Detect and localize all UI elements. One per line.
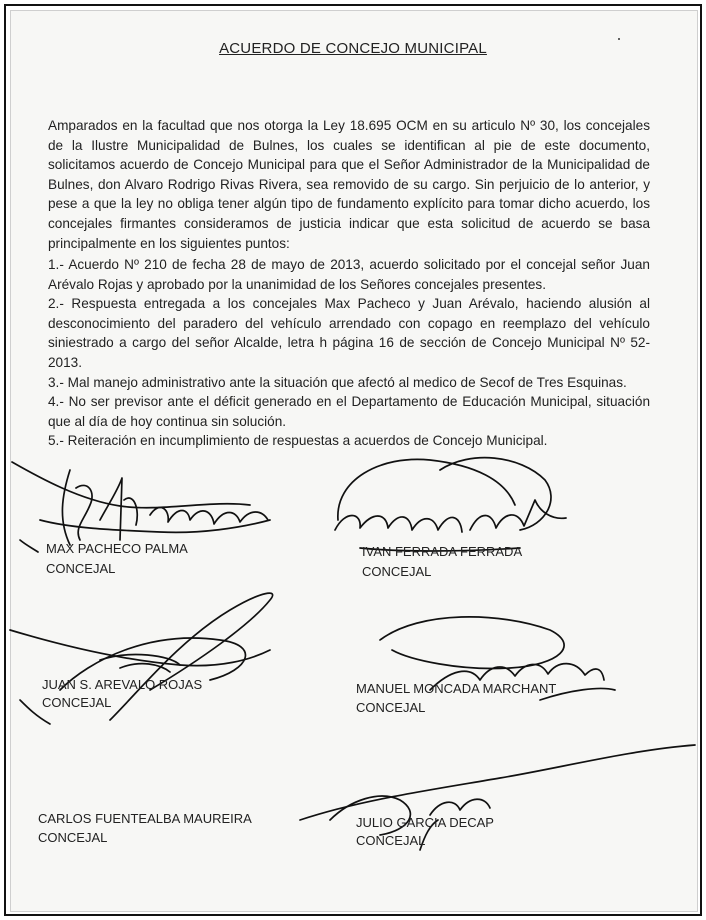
signature-role-4: CONCEJAL [356, 700, 426, 715]
document-title: ACUERDO DE CONCEJO MUNICIPAL [219, 40, 487, 57]
signature-name-6: JULIO GARCIA DECAP [356, 815, 494, 830]
signature-name-3: JUAN S. AREVALO ROJAS [42, 677, 203, 692]
signature-role-2: CONCEJAL [362, 564, 432, 579]
signature-name-2: IVAN FERRADA FERRADA [362, 544, 523, 559]
points-list [48, 255, 650, 451]
point-1: 1.- Acuerdo Nº 210 de fecha 28 de mayo de 2013, acuerdo solicitado por el concejal señor Juan Arévalo Rojas y aprobado por la unanimidad de los Señores concejales presentes. [48, 257, 650, 292]
signature-role-5: CONCEJAL [38, 830, 108, 845]
signature-name-5: CARLOS FUENTEALBA MAUREIRA [38, 811, 252, 826]
signature-role-6: CONCEJAL [356, 833, 426, 848]
point-5: 5.- Reiteración en incumplimiento de respuestas a acuerdos de Concejo Municipal. [48, 433, 548, 449]
point-2: 2.- Respuesta entregada a los concejales Max Pacheco y Juan Arévalo, haciendo alusión al desconocimiento del paradero del vehículo arrendado con copago en reemplazo del vehículo siniestrado a cargo del señor Alcalde, letra h página 16 de sección de Concejo Municipal Nº 52-2013. [48, 296, 650, 370]
point-4: 4.- No ser previsor ante el déficit generado en el Departamento de Educación Municipal, situación que al día de hoy continua sin solución. [48, 394, 650, 429]
signature-name-1: MAX PACHECO PALMA [46, 541, 188, 556]
point-3: 3.- Mal manejo administrativo ante la situación que afectó al medico de Secof de Tres Esquinas. [48, 374, 627, 390]
signature-role-1: CONCEJAL [46, 561, 116, 576]
signature-name-4: MANUEL MONCADA MARCHANT [356, 681, 557, 696]
signature-role-3: CONCEJAL [42, 695, 112, 710]
intro-paragraph: Amparados en la facultad que nos otorga la Ley 18.695 OCM en su articulo Nº 30, los concejales de la Ilustre Municipalidad de Bulnes, los cuales se identifican al pie de este documento, solicitamos acuerdo de Concejo Municipal para que el Señor Administrador de la Municipalidad de Bulnes, don Alvaro Rodrigo Rivas Rivera, sea removido de su cargo. Sin perjuicio de lo anterior, y pese a que la ley no obliga tener algún tipo de fundamento explícito para tomar dicho acuerdo, los concejales firmantes consideramos de justicia indicar que esta solicitud de acuerdo se basa principalmente en los siguientes puntos: [48, 118, 650, 251]
